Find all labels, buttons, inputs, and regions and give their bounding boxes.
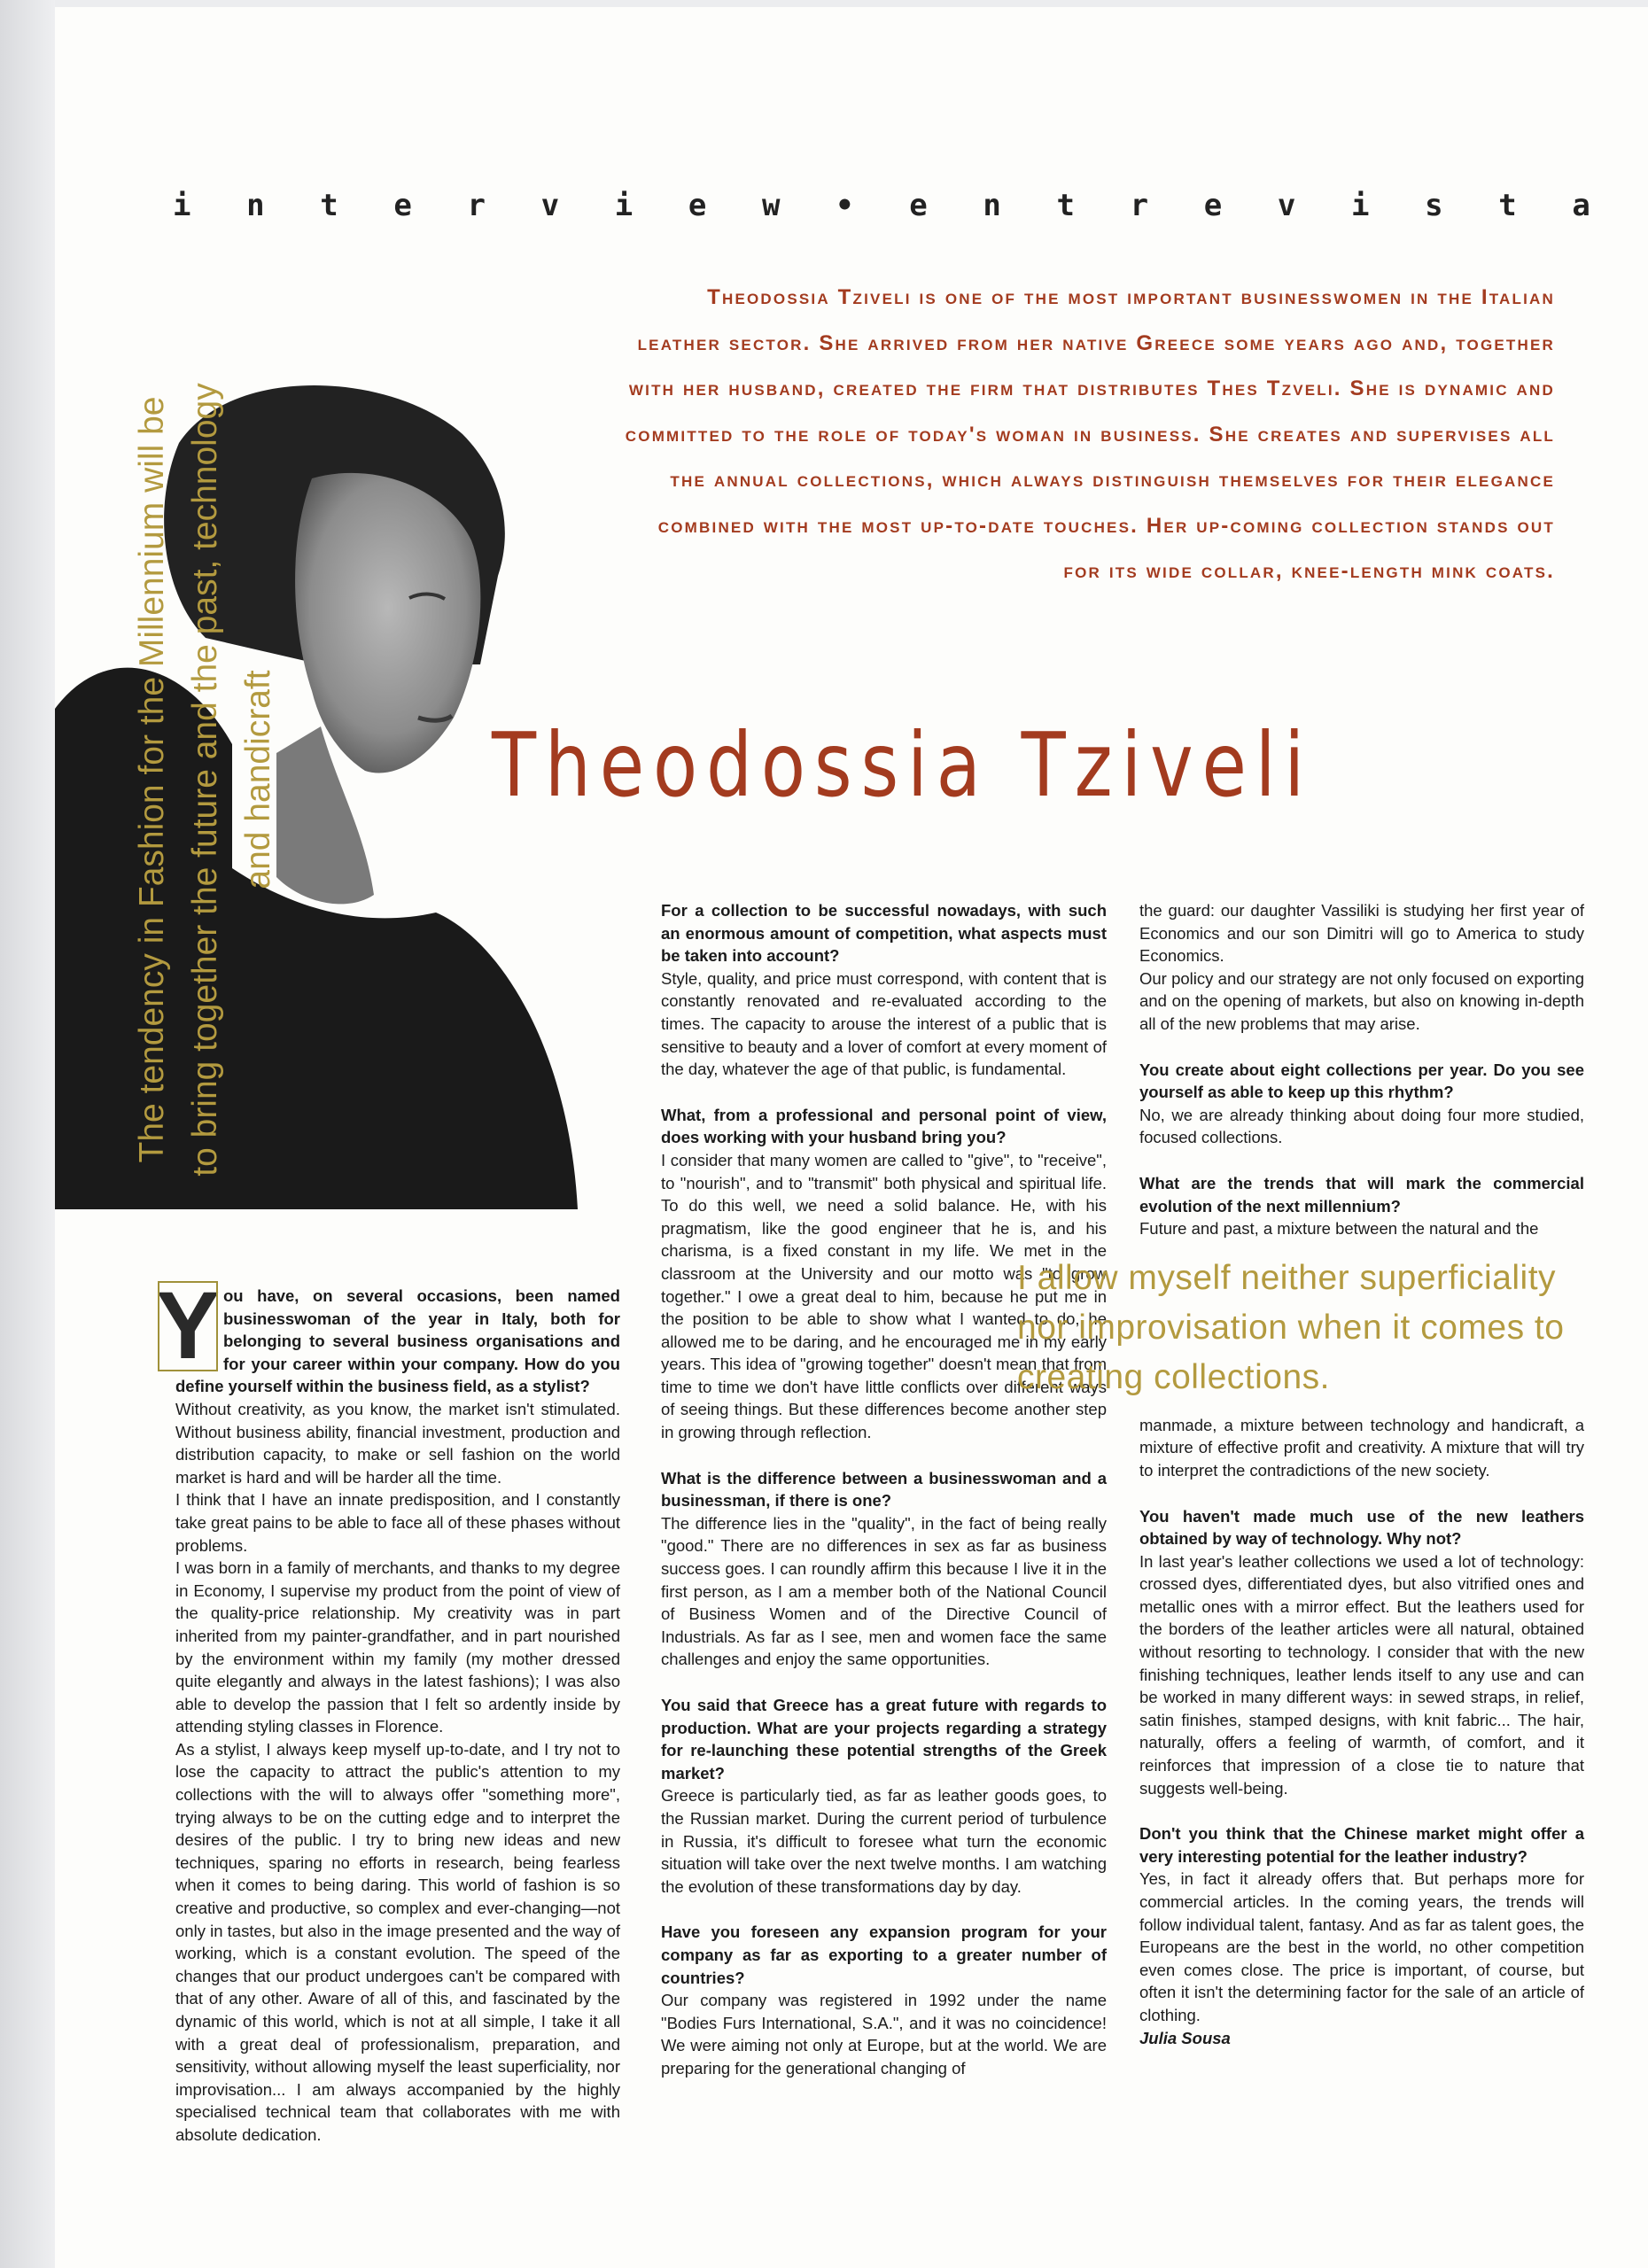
question: For a collection to be successful nowadays, with such an enormous amount of competition, what aspects must be taken into account? [661,901,1107,966]
header-letter: t [320,188,338,223]
question [156,1271,620,1398]
header-letter: n [246,188,265,223]
header-letter: i [614,188,634,223]
vertical-quote: The tendency in Fashion for the Millennium will be to bring together the future and the past, technology and handicraft [133,383,277,1177]
answer: Yes, in fact it already offers that. But perhaps more for commercial articles. In the coming years, the trends will follow individual talent, fantasy. And as far as talent goes, the Europeans are the best in the world, no other competition even comes close. The price is important, of course, but often it isn't the determining factor for the sale of an article of clothing. [1139,1869,1584,2024]
answer: manmade, a mixture between technology and handicraft, a mixture of effective profit and creativity. A mixture that will try to interpret the contradictions of the new society. [1139,1415,1584,1480]
answer: Our company was registered in 1992 under the name "Bodies Furs International, S.A.", and it was no coincidence! We were aiming not only at Europe, but at the world. We are preparing for the generational changing of [661,1991,1107,2078]
answer: I think that I have an innate predisposition, and I constantly take great pains to be able to face all of these phases without problems. [175,1490,620,1555]
header-letter: s [1425,188,1443,223]
text-column-3 [1139,899,1584,2049]
question: You create about eight collections per year. Do you see yourself as able to keep up this rhythm? [1139,1060,1584,1102]
pull-quote: I allow myself neither superficiality nor improvisation when it comes to creating collections. [1017,1259,1565,1396]
answer: Style, quality, and price must correspond, with content that is constantly renovated and re-evaluated according to the times. The capacity to arouse the interest of a public that is sensitive to beauty and a lover of comfort at every moment of the day, whatever the age of that public, is fundamental. [661,968,1107,1079]
question: You haven't made much use of the new leathers obtained by way of technology. Why not? [1139,1506,1584,1549]
header-letter: v [1277,188,1296,223]
question: Don't you think that the Chinese market might offer a very interesting potential for the leather industry? [1139,1824,1584,1866]
header-letter: a [1572,188,1590,223]
answer: Our policy and our strategy are not only focused on exporting and on the opening of markets, but also on knowing in-depth all of the new problems that may arise. [1139,968,1584,1033]
page-gutter [0,0,55,2268]
interviewee-name: Theodossia Tziveli [492,713,1314,817]
answer: Greece is particularly tied, as far as leather goods goes, to the Russian market. During the current period of turbulence in Russia, it's difficult to foresee what turn the economic situation will take over the next twelve months. I am watching the evolution of these transformations day by day. [661,1786,1107,1896]
section-header [173,188,1590,223]
question: What, from a professional and personal point of view, does working with your husband bring you? [661,1105,1107,1147]
header-letter: n [983,188,1001,223]
answer: Future and past, a mixture between the natural and the [1139,1219,1539,1239]
answer: I consider that many women are called to "give", to "receive", to "nourish", and to "transmit" both physical and spiritual life. To do this well, we need a solid balance. He, with his pragmatism, like the good engineer that he is, and his charisma, is a fixed constant in my life. We met in the classroom at the University and our motto was "to grow together." I owe a great deal to him, because he put me in the position to be able to show what I wanted to do, he allowed me to be daring, and he encouraged me in my early years. This idea of "growing together" doesn't mean that from time to time we don't have little conflicts over different ways of seeing things. But these differences become another step in growing through reflection. [661,1150,1107,1442]
header-letter: t [1498,188,1517,223]
header-letter: e [909,188,928,223]
answer: As a stylist, I always keep myself up-to-date, and I try not to lose the capacity to attract the public's attention to my collections with the will to always offer "something more", trying always to be on the cutting edge and to interpret the desires of the public. I try to bring new ideas and new techniques, sparing no efforts in research, being fearless when it comes to being daring. This world of fashion is so creative and productive, so complex and ever-changing—not only in tastes, but also in the image presented and the way of working, which is a constant evolution. The speed of the changes that our product undergoes can't be compared with that of any other. Aware of all of this, and fascinated by the dynamic of this world, which is not at all simple, I take it all with a great deal of professionalism, preparation, and sensitivity, without allowing myself the least superficiality, nor improvisation... I am always accompanied by the highly specialised technical team that collaborates with me with absolute dedication. [175,1739,620,2144]
answer: Without creativity, as you know, the market isn't stimulated. Without business ability, financial investment, production and distribution capacity, to make or sell fashion on the world market is hard and will be harder all the time. [175,1399,620,1487]
question-text: ou have, on several occasions, been named businesswoman of the year in Italy, both for belonging to several business organisations and for your career within your company. How do you define yourself within the business field, as a stylist? [175,1286,620,1396]
answer: In last year's leather collections we used a lot of technology: crossed dyes, differentiated dyes, but also vitrified ones and metallic ones with a mirror effect. But the leathers used for the borders of the leather articles were all natural, obtained without resorting to technology. I consider that with the new finishing techniques, leather lends itself to any use and can be worked in many different ways: in sewed straps, in relief, satin finishes, stamped designs, with knit fabric... The hair, naturally, offers a feeling of warmth, of comfort, and it reinforces that impression of a close tie to nature that suggests well-being. [1139,1551,1584,1798]
header-letter: e [688,188,707,223]
header-letter: i [173,188,191,223]
header-letter: w [762,188,781,223]
header-letter: r [467,188,486,223]
header-letter: t [1056,188,1075,223]
drop-cap-letter: Y [156,1271,221,1379]
question: What is the difference between a businesswoman and a businessman, if there is one? [661,1468,1107,1511]
drop-cap-frame [158,1281,218,1371]
intro-paragraph: Theodossia Tziveli is one of the most important businesswomen in the Italian leather sector. She arrived from her native Greece some years ago and, together with her husband, created the firm that distributes Thes Tzveli. She is dynamic and committed to the role of today's woman in business. She creates and supervises all the annual collections, which always distinguish themselves for their elegance combined with the most up-to-date touches. Her up-coming collection stands out for its wide collar, knee-length mink coats. [625,285,1555,583]
header-separator: • [836,188,854,223]
answer: The difference lies in the "quality", in the fact of being really "good." There are no differences in sex as far as business success goes. I can roundly affirm this because I live it in the first person, as I am a member both of the National Council of Business Women and of the Directive Council of Industrials. As far as I see, men and women face the same challenges and enjoy the same opportunities. [661,1513,1107,1669]
header-letter: v [540,188,560,223]
text-column-1 [156,1271,620,2147]
header-letter: e [393,188,412,223]
author-signature: Julia Sousa [1139,2028,1231,2047]
header-letter: e [1203,188,1223,223]
question: What are the trends that will mark the commercial evolution of the next millennium? [1139,1173,1584,1216]
question: You said that Greece has a great future with regards to production. What are your projects regarding a strategy for re-launching these potential strengths of the Greek market? [661,1696,1107,1783]
header-letter: i [1351,188,1370,223]
answer: I was born in a family of merchants, and thanks to my degree in Economy, I supervise my product from the point of view of the quality-price relationship. My creativity was in part inherited from my painter-grandfather, and in part nourished by the environment within my family (my mother dressed quite elegantly and always in the latest fashions); I was also able to develop the passion that I felt so ardently inside by attending styling classes in Florence. [175,1558,620,1736]
text-column-2 [661,899,1107,2080]
question: Have you foreseen any expansion program for your company as far as exporting to a greater number of countries? [661,1922,1107,1987]
answer: the guard: our daughter Vassiliki is studying her first year of Economics and our son Dimitri will go to America to study Economics. [1139,901,1584,966]
answer: No, we are already thinking about doing four more studied, focused collections. [1139,1105,1584,1147]
header-letter: r [1130,188,1149,223]
drop-cap [156,1271,221,1379]
